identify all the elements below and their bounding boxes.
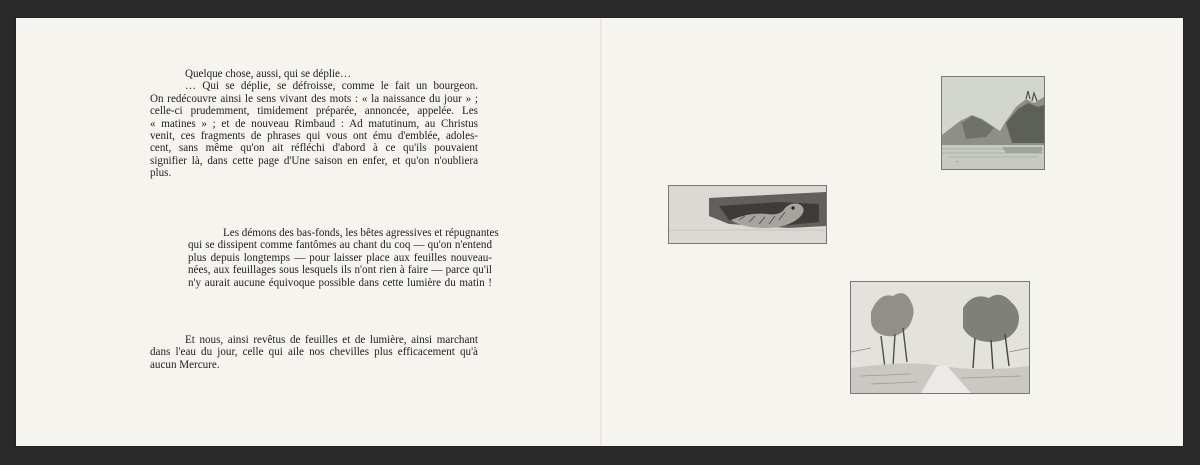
- text-line: Et nous, ainsi revêtus de feuilles et de lumière, ainsi marchant: [185, 334, 478, 346]
- book-gutter: [600, 18, 602, 446]
- text-line: aucun Mercure.: [150, 358, 220, 371]
- text-line: qui se dissipent comme fantômes au chant du coq — qu'on n'entend: [188, 239, 492, 252]
- text-line: plus.: [150, 167, 172, 180]
- text-line: signifier là, dans cette page d'Une saison en enfer, et qu'on n'oubliera: [150, 154, 478, 167]
- paragraph-1: [150, 68, 478, 180]
- text-line: cent, sans même qu'on ait réfléchi d'abord à ce qu'ils pouvaient: [150, 142, 478, 155]
- etching-mountain-lake: [941, 76, 1045, 170]
- book-spread: [16, 18, 1183, 446]
- text-line: Les démons des bas-fonds, les bêtes agressives et répugnantes: [223, 227, 499, 239]
- text-line: Quelque chose, aussi, qui se déplie…: [185, 68, 352, 80]
- text-line: plus depuis longtemps — pour laisser place aux feuilles nouveau-: [188, 251, 492, 264]
- text-line: nées, aux feuillages sous lesquels ils n'ont rien à faire — parce qu'il: [188, 264, 492, 277]
- paragraph-2: [188, 227, 499, 289]
- text-line: … Qui se déplie, se défroisse, comme le fait un bourgeon.: [185, 80, 478, 93]
- text-line: celle-ci prudemment, timidement préparée, annoncée, appelée. Les: [150, 105, 478, 118]
- svg-text:~: ~: [956, 160, 959, 165]
- paragraph-3: [150, 334, 478, 371]
- etching-woodland-path: [850, 281, 1030, 394]
- text-line: On redécouvre ainsi le sens vivant des mots : « la naissance du jour » ;: [150, 92, 478, 105]
- text-line: « matines » ; et de nouveau Rimbaud : Ad matutinum, au Christus: [150, 117, 478, 130]
- etching-reptile: [668, 185, 827, 244]
- text-line: dans l'eau du jour, celle qui aile nos chevilles plus efficacement qu'à: [150, 346, 478, 359]
- text-line: venit, ces fragments de phrases qui vous ont ému d'emblée, adoles-: [150, 130, 478, 143]
- text-line: n'y aurait aucune équivoque possible dans cette lumière du matin !: [188, 276, 492, 289]
